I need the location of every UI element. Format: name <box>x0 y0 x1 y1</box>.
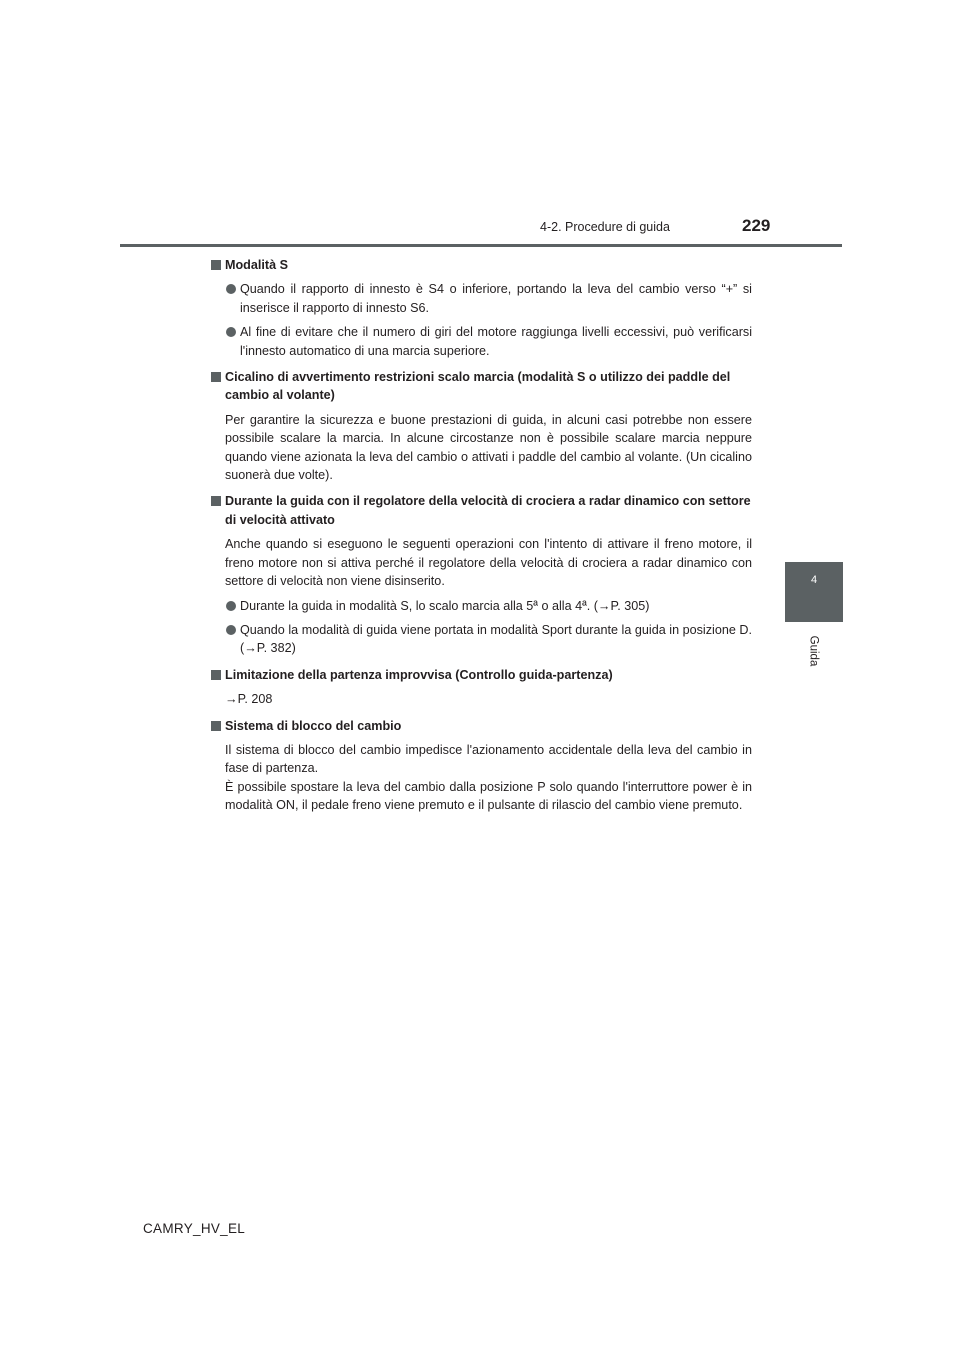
bullet-item: Quando il rapporto di innesto è S4 o inferiore, portando la leva del cambio verso “+” si inserisce il rapporto di innesto S6. <box>210 280 752 317</box>
square-bullet-icon <box>211 372 221 382</box>
round-bullet-icon <box>226 601 236 611</box>
square-bullet-icon <box>211 721 221 731</box>
chapter-label-container <box>805 628 821 674</box>
page-content <box>210 256 752 815</box>
chapter-number: 4 <box>810 574 818 586</box>
document-code: CAMRY_HV_EL <box>143 1221 246 1236</box>
section-heading-regolatore: Durante la guida con il regolatore della velocità di crociera a radar dinamico con settore di velocità attivato <box>210 492 752 529</box>
square-bullet-icon <box>211 670 221 680</box>
bullet-item: Durante la guida in modalità S, lo scalo marcia alla 5ª o alla 4ª. (→P. 305) <box>210 597 752 615</box>
chapter-label: Guida <box>807 635 819 667</box>
paragraph: Il sistema di blocco del cambio impedisce l'azionamento accidentale della leva del cambio in fase di partenza. <box>225 742 752 776</box>
square-bullet-icon <box>211 496 221 506</box>
paragraph: È possibile spostare la leva del cambio dalla posizione P solo quando l'interruttore power è in modalità ON, il pedale freno viene premuto e il pulsante di rilascio del cambio viene premuto. <box>225 779 752 813</box>
round-bullet-icon <box>226 284 236 294</box>
section-heading-limitazione: Limitazione della partenza improvvisa (Controllo guida-partenza) <box>210 666 752 684</box>
header-section-title: 4-2. Procedure di guida <box>540 220 670 234</box>
chapter-tab <box>785 562 843 622</box>
section-heading-cicalino: Cicalino di avvertimento restrizioni scalo marcia (modalità S o utilizzo dei paddle del cambio al volante) <box>210 368 752 405</box>
square-bullet-icon <box>211 260 221 270</box>
round-bullet-icon <box>226 327 236 337</box>
bullet-item: Al fine di evitare che il numero di giri del motore raggiunga livelli eccessivi, può verificarsi l'innesto automatico di una marcia superiore. <box>210 323 752 360</box>
paragraph: Anche quando si eseguono le seguenti operazioni con l'intento di attivare il freno motore, il freno motore non si attiva perché il regolatore della velocità di crociera a radar dinamico con settore di velocità non viene disinserito. <box>225 537 752 589</box>
round-bullet-icon <box>226 625 236 635</box>
section-heading-modalita-s: Modalità S <box>210 256 752 274</box>
header-divider <box>120 244 842 247</box>
page-reference: →P. 208 <box>225 692 273 707</box>
page-number: 229 <box>742 216 771 235</box>
bullet-item: Quando la modalità di guida viene portata in modalità Sport durante la guida in posizione D. (→P. 382) <box>210 621 752 658</box>
paragraph: Per garantire la sicurezza e buone prestazioni di guida, in alcuni casi potrebbe non essere possibile scalare la marcia. In alcune circostanze non è possibile scalare marcia neppure quando viene azionata la leva del cambio o attivati i paddle del cambio al volante. (Un cicalino suonerà due volte). <box>225 412 752 483</box>
section-heading-blocco-cambio: Sistema di blocco del cambio <box>210 717 752 735</box>
